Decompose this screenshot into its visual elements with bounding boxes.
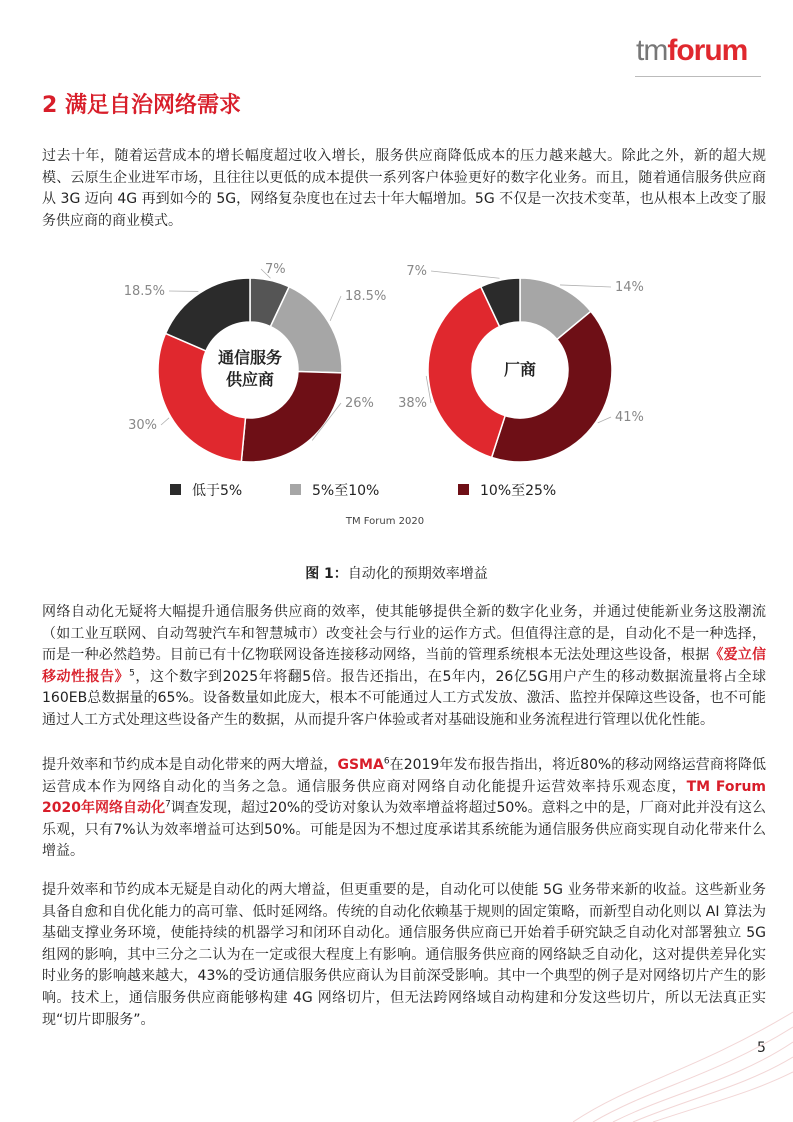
decorative-waves xyxy=(573,982,793,1122)
leader-line xyxy=(431,271,499,278)
legend-swatch xyxy=(458,484,469,495)
legend-label: 10%至25% xyxy=(480,483,557,499)
logo-underline xyxy=(635,76,761,77)
slice-label: 18.5% xyxy=(123,284,165,299)
chart-source: TM Forum 2020 xyxy=(345,516,425,527)
gsma-link[interactable]: GSMA xyxy=(337,757,384,773)
revenue-paragraph: 提升效率和节约成本无疑是自动化的两大增益，但更重要的是，自动化可以使能 5G 业务带来新的收益。这些新业务具备自愈和自优化能力的高可靠、低时延网络。传统的自动化依赖基于规则的固定策略，而新型自动化则以 AI 算法为基础支撑业务环境，使能持续的机器学习和闭环自动化。通信服务供应商已开始着手研究缺乏自动化对部署独立 5G 组网的影响，其中三分之二认为在一定或很大程度上有影响。通信服务供应商的网络缺乏自动化，这对提供差异化实时业务的影响越来越大，43%的受访通信服务供应商认为目前深受影响。其中一个典型的例子是对网络切片产生的影响。技术上，通信服务供应商能够构建 4G 网络切片，但无法跨网络域自动构建和分发这些切片，所以无法真正实现“切片即服务”。 xyxy=(42,882,766,1028)
efficiency-donut-charts xyxy=(90,255,700,535)
leader-line xyxy=(330,296,341,321)
section-title: 2 满足自治网络需求 xyxy=(42,93,241,118)
leader-line xyxy=(598,417,611,423)
legend-swatch xyxy=(170,484,181,495)
slice-label: 7% xyxy=(406,264,427,279)
ericsson-report-link[interactable]: 《爱立信移动性报告》 xyxy=(42,647,767,685)
tmforum-logo: tmforum xyxy=(636,34,748,67)
legend-label: 低于5% xyxy=(192,483,243,499)
donut-center-label: 厂商 xyxy=(503,360,537,379)
legend-swatch xyxy=(290,484,301,495)
figure-caption: 图 1：自动化的预期效率增益 xyxy=(305,566,488,582)
slice-label: 41% xyxy=(615,410,644,425)
donut-center-label: 供应商 xyxy=(225,370,275,389)
leader-line xyxy=(560,285,611,287)
efficiency-paragraph: 提升效率和节约成本是自动化带来的两大增益，GSMA$^6$在2019年发布报告指出，将近80%的移动网络运营商将降低运营成本作为网络自动化的当务之急。通信服务供应商对网络自动化能提升运营效率持乐观态度，TM Forum 2020年网络自动化$^7$调查发现，超过20%的受访对象认为效率增益将超过50%。意料之中的是，厂商对此并没有这么乐观，只有7%认为效率增益可达到50%。可能是因为不想过度承诺其系统能为通信服务供应商实现自动化带来什么增益。 xyxy=(42,756,766,860)
slice-label: 7% xyxy=(265,262,286,277)
legend-label: 5%至10% xyxy=(312,483,380,499)
slice-label: 26% xyxy=(345,396,374,411)
intro-paragraph: 过去十年，随着运营成本的增长幅度超过收入增长，服务供应商降低成本的压力越来越大。除此之外，新的超大规模、云原生企业进军市场，且往往以更低的成本提供一系列客户体验更好的数字化业务。而且，随着通信服务供应商从 3G 迈向 4G 再到如今的 5G，网络复杂度也在过去十年大幅增加。5G 不仅是一次技术变革，也从根本上改变了服务供应商的商业模式。 xyxy=(42,148,766,229)
tmforum-survey-link[interactable]: TM Forum 2020年网络自动化 xyxy=(42,778,766,817)
slice-label: 30% xyxy=(128,418,157,433)
slice-label: 38% xyxy=(398,396,427,411)
automation-paragraph: 网络自动化无疑将大幅提升通信服务供应商的效率，使其能够提供全新的数字化业务，并通过使能新业务这股潮流（如工业互联网、自动驾驶汽车和智慧城市）改变社会与行业的运作方式。但值得注意的是，自动化不是一种选择，而是一种必然趋势。目前已有十亿物联网设备连接移动网络，当前的管理系统根本无法处理这些设备，根据《爱立信移动性报告》$^5$，这个数字到2025年将翻5倍。报告还指出，在5年内，26亿5G用户产生的移动数据流量将占全球160EB总数据量的65%。设备数量如此庞大，根本不可能通过人工方式发放、激活、监控并保障这些设备，也不可能通过人工方式处理这些设备产生的数据，从而提升客户体验或者对基础设施和业务流程进行管理以优化性能。 xyxy=(42,604,767,728)
donut-center-label: 通信服务 xyxy=(217,348,283,367)
slice-label: 18.5% xyxy=(345,289,387,304)
slice-label: 14% xyxy=(615,280,644,295)
page-number: 5 xyxy=(757,1040,766,1056)
leader-line xyxy=(161,418,169,425)
